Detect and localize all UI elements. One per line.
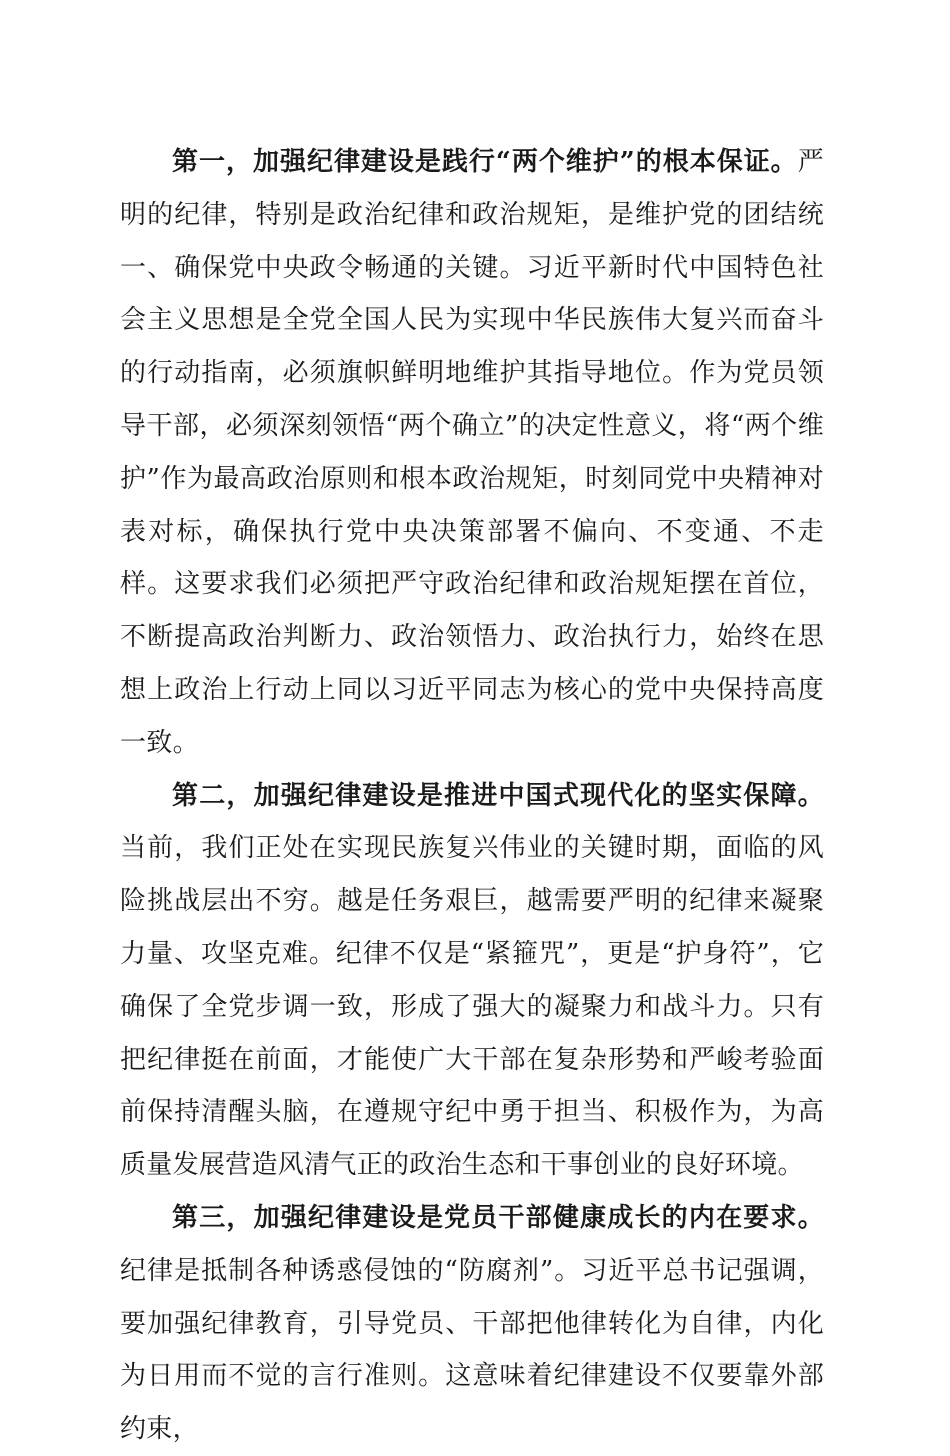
paragraph-3-body: 纪律是抵制各种诱惑侵蚀的“防腐剂”。习近平总书记强调，要加强纪律教育，引导党员、干部把他律转化为自律，内化为日用而不觉的言行准则。这意味着纪律建设不仅要靠外部约束， [120, 1255, 824, 1445]
paragraph-1-lead: 第一，加强纪律建设是践行“两个维护”的根本保证。 [172, 147, 798, 177]
paragraph-2-body: 当前，我们正处在实现民族复兴伟业的关键时期，面临的风险挑战层出不穷。越是任务艰巨，越需要严明的纪律来凝聚力量、攻坚克难。纪律不仅是“紧箍咒”，更是“护身符”，它确保了全党步调一致，形成了强大的凝聚力和战斗力。只有把纪律挺在前面，才能使广大干部在复杂形势和严峻考验面前保持清醒头脑，在遵规守纪中勇于担当、积极作为，为高质量发展营造风清气正的政治生态和干事创业的良好环境。 [120, 833, 824, 1181]
paragraph-1 [120, 136, 824, 770]
paragraph-1-body: 严明的纪律，特别是政治纪律和政治规矩，是维护党的团结统一、确保党中央政令畅通的关键。习近平新时代中国特色社会主义思想是全党全国人民为实现中华民族伟大复兴而奋斗的行动指南，必须旗帜鲜明地维护其指导地位。作为党员领导干部，必须深刻领悟“两个确立”的决定性意义，将“两个维护”作为最高政治原则和根本政治规矩，时刻同党中央精神对表对标，确保执行党中央决策部署不偏向、不变通、不走样。这要求我们必须把严守政治纪律和政治规矩摆在首位，不断提高政治判断力、政治领悟力、政治执行力，始终在思想上政治上行动上同以习近平同志为核心的党中央保持高度一致。 [120, 147, 824, 758]
paragraph-2 [120, 770, 824, 1192]
paragraph-3 [120, 1192, 824, 1456]
paragraph-3-lead: 第三，加强纪律建设是党员干部健康成长的内在要求。 [172, 1202, 824, 1233]
document-body [120, 136, 824, 1456]
paragraph-2-lead: 第二，加强纪律建设是推进中国式现代化的坚实保障。 [172, 780, 824, 811]
